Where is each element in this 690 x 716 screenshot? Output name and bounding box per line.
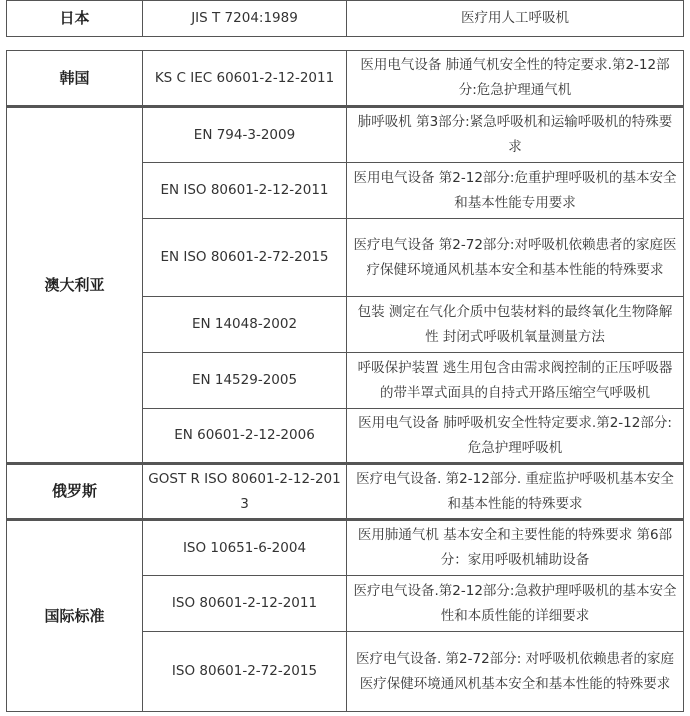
description-cell: 呼吸保护装置 逃生用包含由需求阀控制的正压呼吸器的带半罩式面具的自持式开路压缩空气呼吸机 [347, 353, 684, 409]
standard-cell: GOST R ISO 80601-2-12-2013 [143, 464, 347, 520]
standard-cell: EN 14048-2002 [143, 297, 347, 353]
description-cell: 医用肺通气机 基本安全和主要性能的特殊要求 第6部分：家用呼吸机辅助设备 [347, 520, 684, 576]
description-cell: 医疗电气设备. 第2-12部分. 重症监护呼吸机基本安全和基本性能的特殊要求 [347, 464, 684, 520]
standard-cell: EN ISO 80601-2-72-2015 [143, 219, 347, 297]
country-cell: 澳大利亚 [7, 107, 143, 464]
country-cell: 国际标准 [7, 520, 143, 712]
description-cell: 医用电气设备 肺通气机安全性的特定要求.第2-12部分:危急护理通气机 [347, 51, 684, 107]
description-cell: 医用电气设备 肺呼吸机安全性特定要求.第2-12部分:危急护理呼吸机 [347, 409, 684, 464]
table-row [7, 51, 684, 107]
standard-cell: ISO 10651-6-2004 [143, 520, 347, 576]
standard-cell: EN 14529-2005 [143, 353, 347, 409]
description-cell: 医疗用人工呼吸机 [347, 1, 684, 37]
standard-cell: KS C IEC 60601-2-12-2011 [143, 51, 347, 107]
standard-cell: ISO 80601-2-72-2015 [143, 632, 347, 712]
standard-cell: EN 794-3-2009 [143, 107, 347, 163]
country-cell: 俄罗斯 [7, 464, 143, 520]
standard-cell: EN 60601-2-12-2006 [143, 409, 347, 464]
table-row [7, 107, 684, 163]
description-cell: 医疗电气设备. 第2-72部分: 对呼吸机依赖患者的家庭医疗保健环境通风机基本安全和基本性能的特殊要求 [347, 632, 684, 712]
standard-cell: JIS T 7204:1989 [143, 1, 347, 37]
description-cell: 医疗电气设备 第2-72部分:对呼吸机依赖患者的家庭医疗保健环境通风机基本安全和基本性能的特殊要求 [347, 219, 684, 297]
description-cell: 医疗电气设备.第2-12部分:急救护理呼吸机的基本安全性和本质性能的详细要求 [347, 576, 684, 632]
description-cell: 医用电气设备 第2-12部分:危重护理呼吸机的基本安全和基本性能专用要求 [347, 163, 684, 219]
description-cell: 肺呼吸机 第3部分:紧急呼吸机和运输呼吸机的特殊要求 [347, 107, 684, 163]
table-row [7, 464, 684, 520]
standard-cell: ISO 80601-2-12-2011 [143, 576, 347, 632]
japan-table [6, 0, 684, 37]
country-cell: 韩国 [7, 51, 143, 107]
standards-table [6, 50, 684, 712]
country-cell: 日本 [7, 1, 143, 37]
table-row [7, 520, 684, 576]
description-cell: 包装 测定在气化介质中包装材料的最终氧化生物降解性 封闭式呼吸机氧量测量方法 [347, 297, 684, 353]
table-row [7, 1, 684, 37]
standard-cell: EN ISO 80601-2-12-2011 [143, 163, 347, 219]
